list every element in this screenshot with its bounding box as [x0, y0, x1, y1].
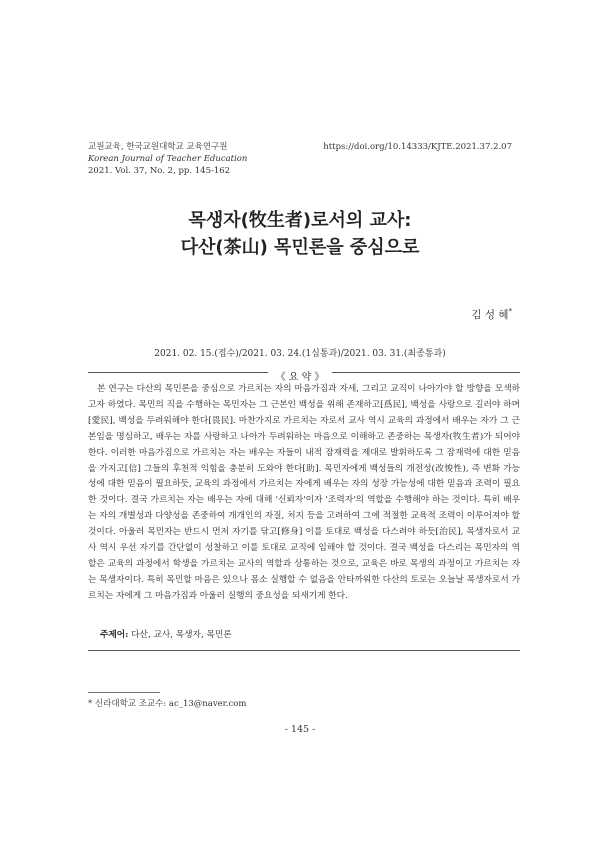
keywords-label: 주제어: [100, 630, 129, 640]
title-line-2: 다산(茶山) 목민론을 중심으로 [180, 237, 420, 258]
journal-title-en: Korean Journal of Teacher Education [88, 154, 248, 164]
abstract-bottom-rule [88, 650, 520, 651]
publisher: 교원교육, 한국교원대학교 교육연구원 [88, 142, 228, 152]
keywords [100, 628, 232, 640]
footnote-rule [88, 692, 160, 693]
author-footnote-mark: * [508, 307, 512, 316]
submission-dates: 2021. 02. 15.(접수)/2021. 03. 24.(1심통과)/2021. 03. 31.(최종통과) [154, 349, 446, 359]
author [471, 307, 512, 322]
page-number: - 145 - [284, 724, 316, 735]
title-line-1: 목생자(牧生者)로서의 교사: [188, 210, 412, 231]
volume-info: 2021. Vol. 37, No. 2, pp. 145-162 [88, 166, 231, 176]
author-name: 김 성 혜 [471, 309, 509, 321]
journal-header [88, 141, 247, 177]
abstract-heading-text: 《 요 약 》 [268, 372, 333, 383]
author-footnote: * 신라대학교 조교수: ac_13@naver.com [88, 699, 247, 709]
paper-title [0, 207, 600, 261]
keywords-list: 다산, 교사, 목생자, 목민론 [131, 630, 232, 640]
doi-link[interactable]: https://doi.org/10.14333/KJTE.2021.37.2.07 [323, 142, 512, 152]
abstract-body: 본 연구는 다산의 목민론을 중심으로 가르치는 자의 마음가짐과 자세, 그리고 교직이 나아가야 할 방향을 모색하고자 하였다. 목민의 직을 수행하는 목민자는 그 근본인 백성을 위해 존재하고[爲民], 백성을 사랑으로 길러야 하며[愛民], 백성을 두려워해야 한다[畏民]. 마찬가지로 가르치는 자로서 교사 역시 교육의 과정에서 배우는 자가 그 근본임을 명심하고, 배우는 자를 사랑하고 나아가 두려워하는 마음으로 이해하고 존중하는 목생자(牧生者)가 되어야 한다. 이러한 마음가짐으로 가르치는 자는 배우는 자들이 내적 잠재력을 제대로 발휘하도록 그 잠재력에 대한 믿음을 가지고[信] 그들의 후천적 익힘을 충분히 도와야 한다[助]. 목민자에게 백성들의 개전성(改悛性), 즉 변화 가능성에 대한 믿음이 필요하듯, 교육의 과정에서 가르치는 자에게 배우는 자의 성장 가능성에 대한 믿음과 조력이 필요한 것이다. 결국 가르치는 자는 배우는 자에 대해 '신뢰자'이자 '조력자'의 역할을 수행해야 하는 것이다. 특히 배우는 자의 개별성과 다양성을 존중하여 개개인의 자질, 처지 등을 고려하여 그에 적절한 교육적 조력이 이루어져야 할 것이다. 아울러 목민자는 반드시 먼저 자기를 닦고[修身] 이를 토대로 백성을 다스려야 하듯[治民], 목생자로서 교사 역시 우선 자기를 간단없이 성찰하고 이를 토대로 교직에 임해야 할 것이다. 결국 백성을 다스리는 목민자의 역할은 교육의 과정에서 학생을 가르치는 교사의 역할과 상통하는 것으로, 교육은 바로 목생의 과정이고 가르치는 자는 목생자이다. 특히 목민할 마음은 있으나 몸소 실행할 수 없음을 안타까워한 다산의 토로는 오늘날 목생자로서 가르치는 자에게 그 마음가짐과 아울러 실행의 중요성을 되새기게 한다. [88, 384, 520, 601]
